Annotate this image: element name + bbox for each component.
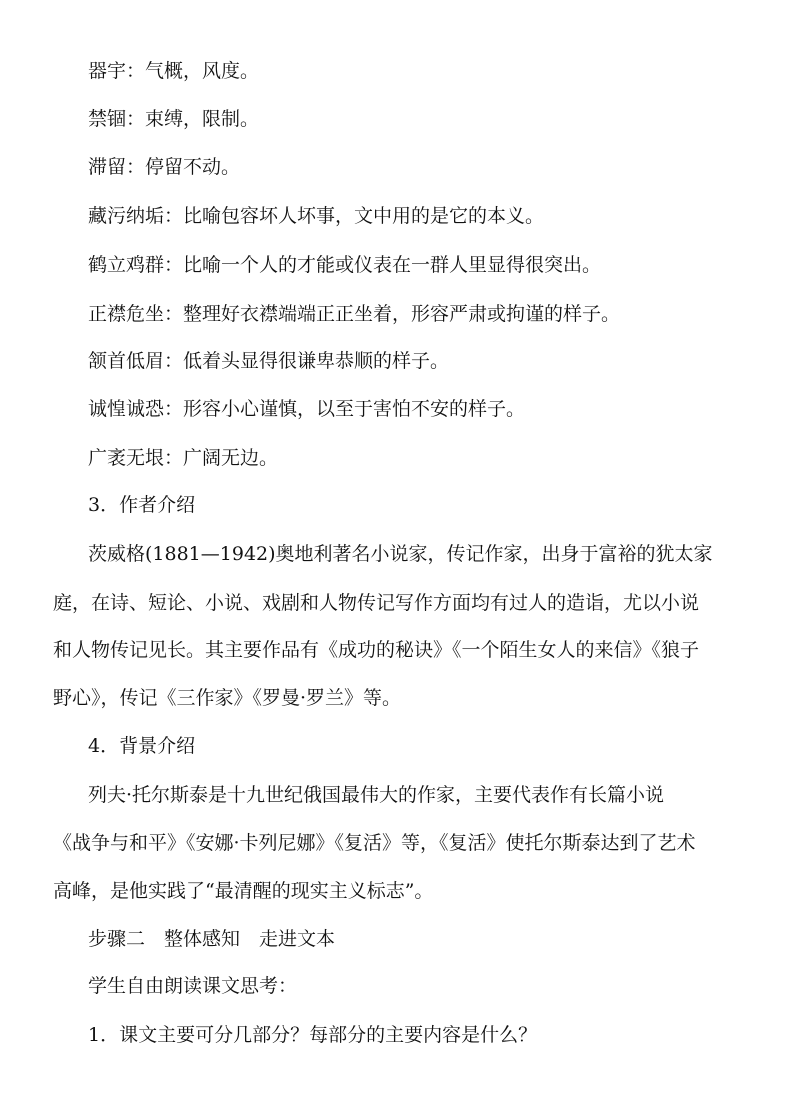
step-instruction: 学生自由朗读课文思考：	[88, 975, 298, 997]
question-1: 1．课文主要可分几部分？每部分的主要内容是什么？	[88, 1024, 538, 1046]
background-line-3: 高峰，是他实践了“最清醒的现实主义标志”。	[53, 880, 434, 902]
definition-zhengjinweizuo: 正襟危坐：整理好衣襟端端正正坐着，形容严肃或拘谨的样子。	[88, 303, 621, 325]
definition-canghuinagou: 藏污纳垢：比喻包容坏人坏事，文中用的是它的本义。	[88, 205, 545, 227]
author-line-3: 和人物传记见长。其主要作品有《成功的秘诀》《一个陌生女人的来信》《狼子	[53, 639, 700, 661]
definition-zhiliu: 滞留：停留不动。	[88, 156, 241, 178]
step-heading: 步骤二 整体感知 走进文本	[88, 928, 336, 950]
background-line-1: 列夫·托尔斯泰是十九世纪俄国最伟大的作家，主要代表作有长篇小说	[88, 784, 665, 806]
author-line-1: 茨威格(1881—1942)奥地利著名小说家，传记作家，出身于富裕的犹太家	[88, 543, 713, 565]
definition-guangmaowuyin: 广袤无垠：广阔无边。	[88, 447, 279, 469]
author-line-4: 野心》，传记《三作家》《罗曼·罗兰》等。	[53, 687, 402, 709]
background-line-2: 《战争与和平》《安娜·卡列尼娜》《复活》等，《复活》使托尔斯泰达到了艺术	[53, 832, 696, 854]
author-line-2: 庭，在诗、短论、小说、戏剧和人物传记写作方面均有过人的造诣，尤以小说	[53, 592, 700, 614]
definition-hanshoudimei: 颔首低眉：低着头显得很谦卑恭顺的样子。	[88, 350, 450, 372]
definition-jingu: 禁锢：束缚，限制。	[88, 108, 260, 130]
definition-helijiqun: 鹤立鸡群：比喻一个人的才能或仪表在一群人里显得很突出。	[88, 254, 602, 276]
definition-qiyu: 器宇：气概，风度。	[88, 60, 260, 82]
definition-chenghuangchengkong: 诚惶诚恐：形容小心谨慎，以至于害怕不安的样子。	[88, 398, 526, 420]
section-heading-author: 3．作者介绍	[88, 494, 196, 516]
section-heading-background: 4．背景介绍	[88, 735, 196, 757]
